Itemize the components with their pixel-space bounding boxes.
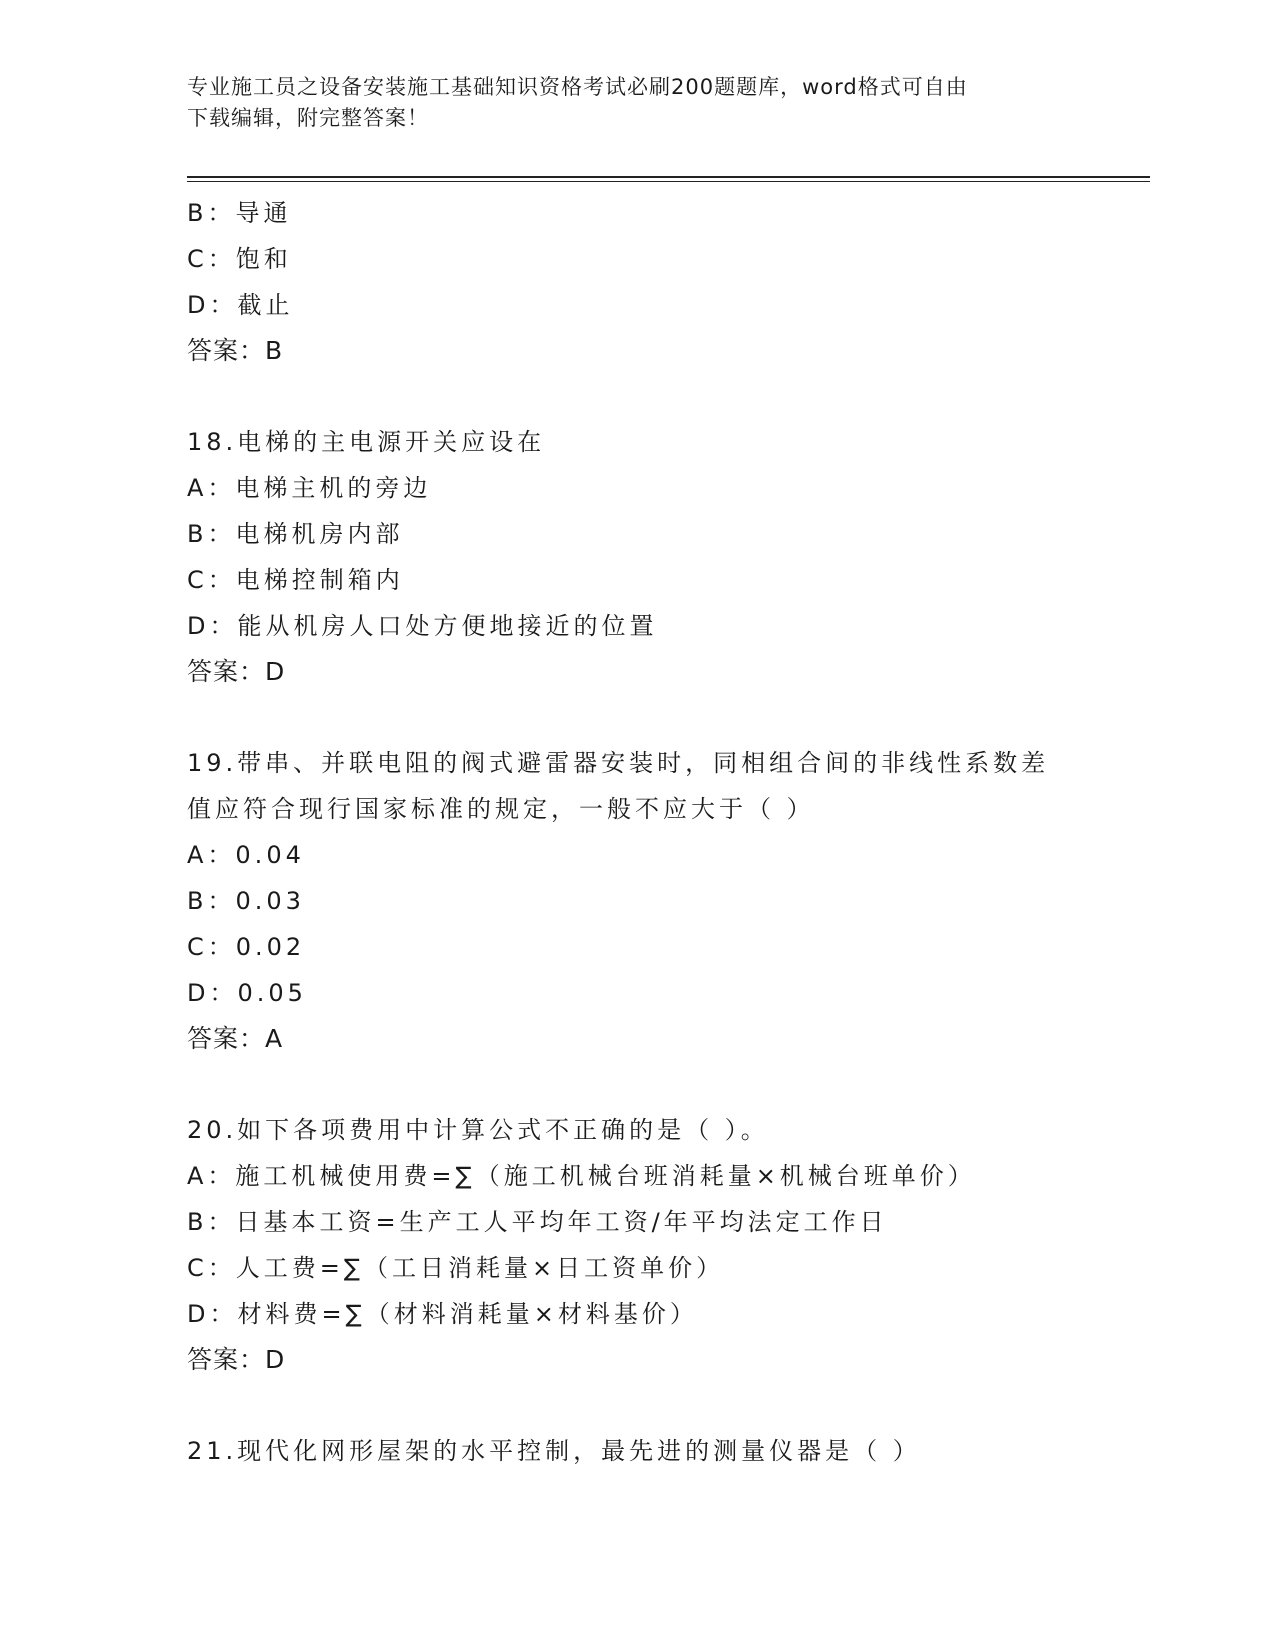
option-a: A：0.04 (187, 841, 305, 869)
question-17-tail (187, 190, 1087, 374)
option-b: B：电梯机房内部 (187, 520, 404, 548)
option-a: A：电梯主机的旁边 (187, 474, 432, 502)
option-a: A：施工机械使用费=∑（施工机械台班消耗量×机械台班单价） (187, 1162, 976, 1190)
question-20 (187, 1107, 1087, 1383)
option-d: D：材料费=∑（材料消耗量×材料基价） (187, 1300, 698, 1328)
question-list (187, 190, 1087, 1474)
question-stem: 21.现代化网形屋架的水平控制，最先进的测量仪器是（ ） (187, 1437, 921, 1465)
question-19 (187, 740, 1087, 1062)
question-stem: 18.电梯的主电源开关应设在 (187, 428, 546, 456)
header-divider-thick (187, 176, 1150, 178)
question-stem: 20.如下各项费用中计算公式不正确的是（ ）。 (187, 1116, 769, 1144)
question-21 (187, 1428, 1087, 1474)
question-18 (187, 419, 1087, 695)
spacer (187, 1062, 1087, 1107)
option-b: B：日基本工资=生产工人平均年工资/年平均法定工作日 (187, 1208, 888, 1236)
option-c: C：0.02 (187, 933, 306, 961)
option-d: D：截止 (187, 291, 294, 319)
header-line-2: 下载编辑，附完整答案！ (187, 106, 429, 130)
header-divider-thin (187, 181, 1150, 182)
question-stem-line-1: 19.带串、并联电阻的阀式避雷器安装时，同相组合间的非线性系数差 (187, 749, 1050, 777)
spacer (187, 1383, 1087, 1428)
option-b: B：0.03 (187, 887, 305, 915)
spacer (187, 695, 1087, 740)
answer: 答案：B (187, 336, 284, 365)
spacer (187, 374, 1087, 419)
answer: 答案：D (187, 657, 286, 686)
header-line-1: 专业施工员之设备安装施工基础知识资格考试必刷200题题库，word格式可自由 (187, 75, 968, 99)
document-header (187, 72, 1087, 134)
answer: 答案：D (187, 1345, 286, 1374)
option-d: D：能从机房人口处方便地接近的位置 (187, 612, 658, 640)
option-d: D：0.05 (187, 979, 307, 1007)
option-c: C：电梯控制箱内 (187, 566, 404, 594)
option-c: C：人工费=∑（工日消耗量×日工资单价） (187, 1254, 725, 1282)
option-c: C：饱和 (187, 245, 292, 273)
answer: 答案：A (187, 1024, 284, 1053)
question-stem-line-2: 值应符合现行国家标准的规定，一般不应大于（ ） (187, 795, 815, 823)
option-b: B：导通 (187, 199, 292, 227)
